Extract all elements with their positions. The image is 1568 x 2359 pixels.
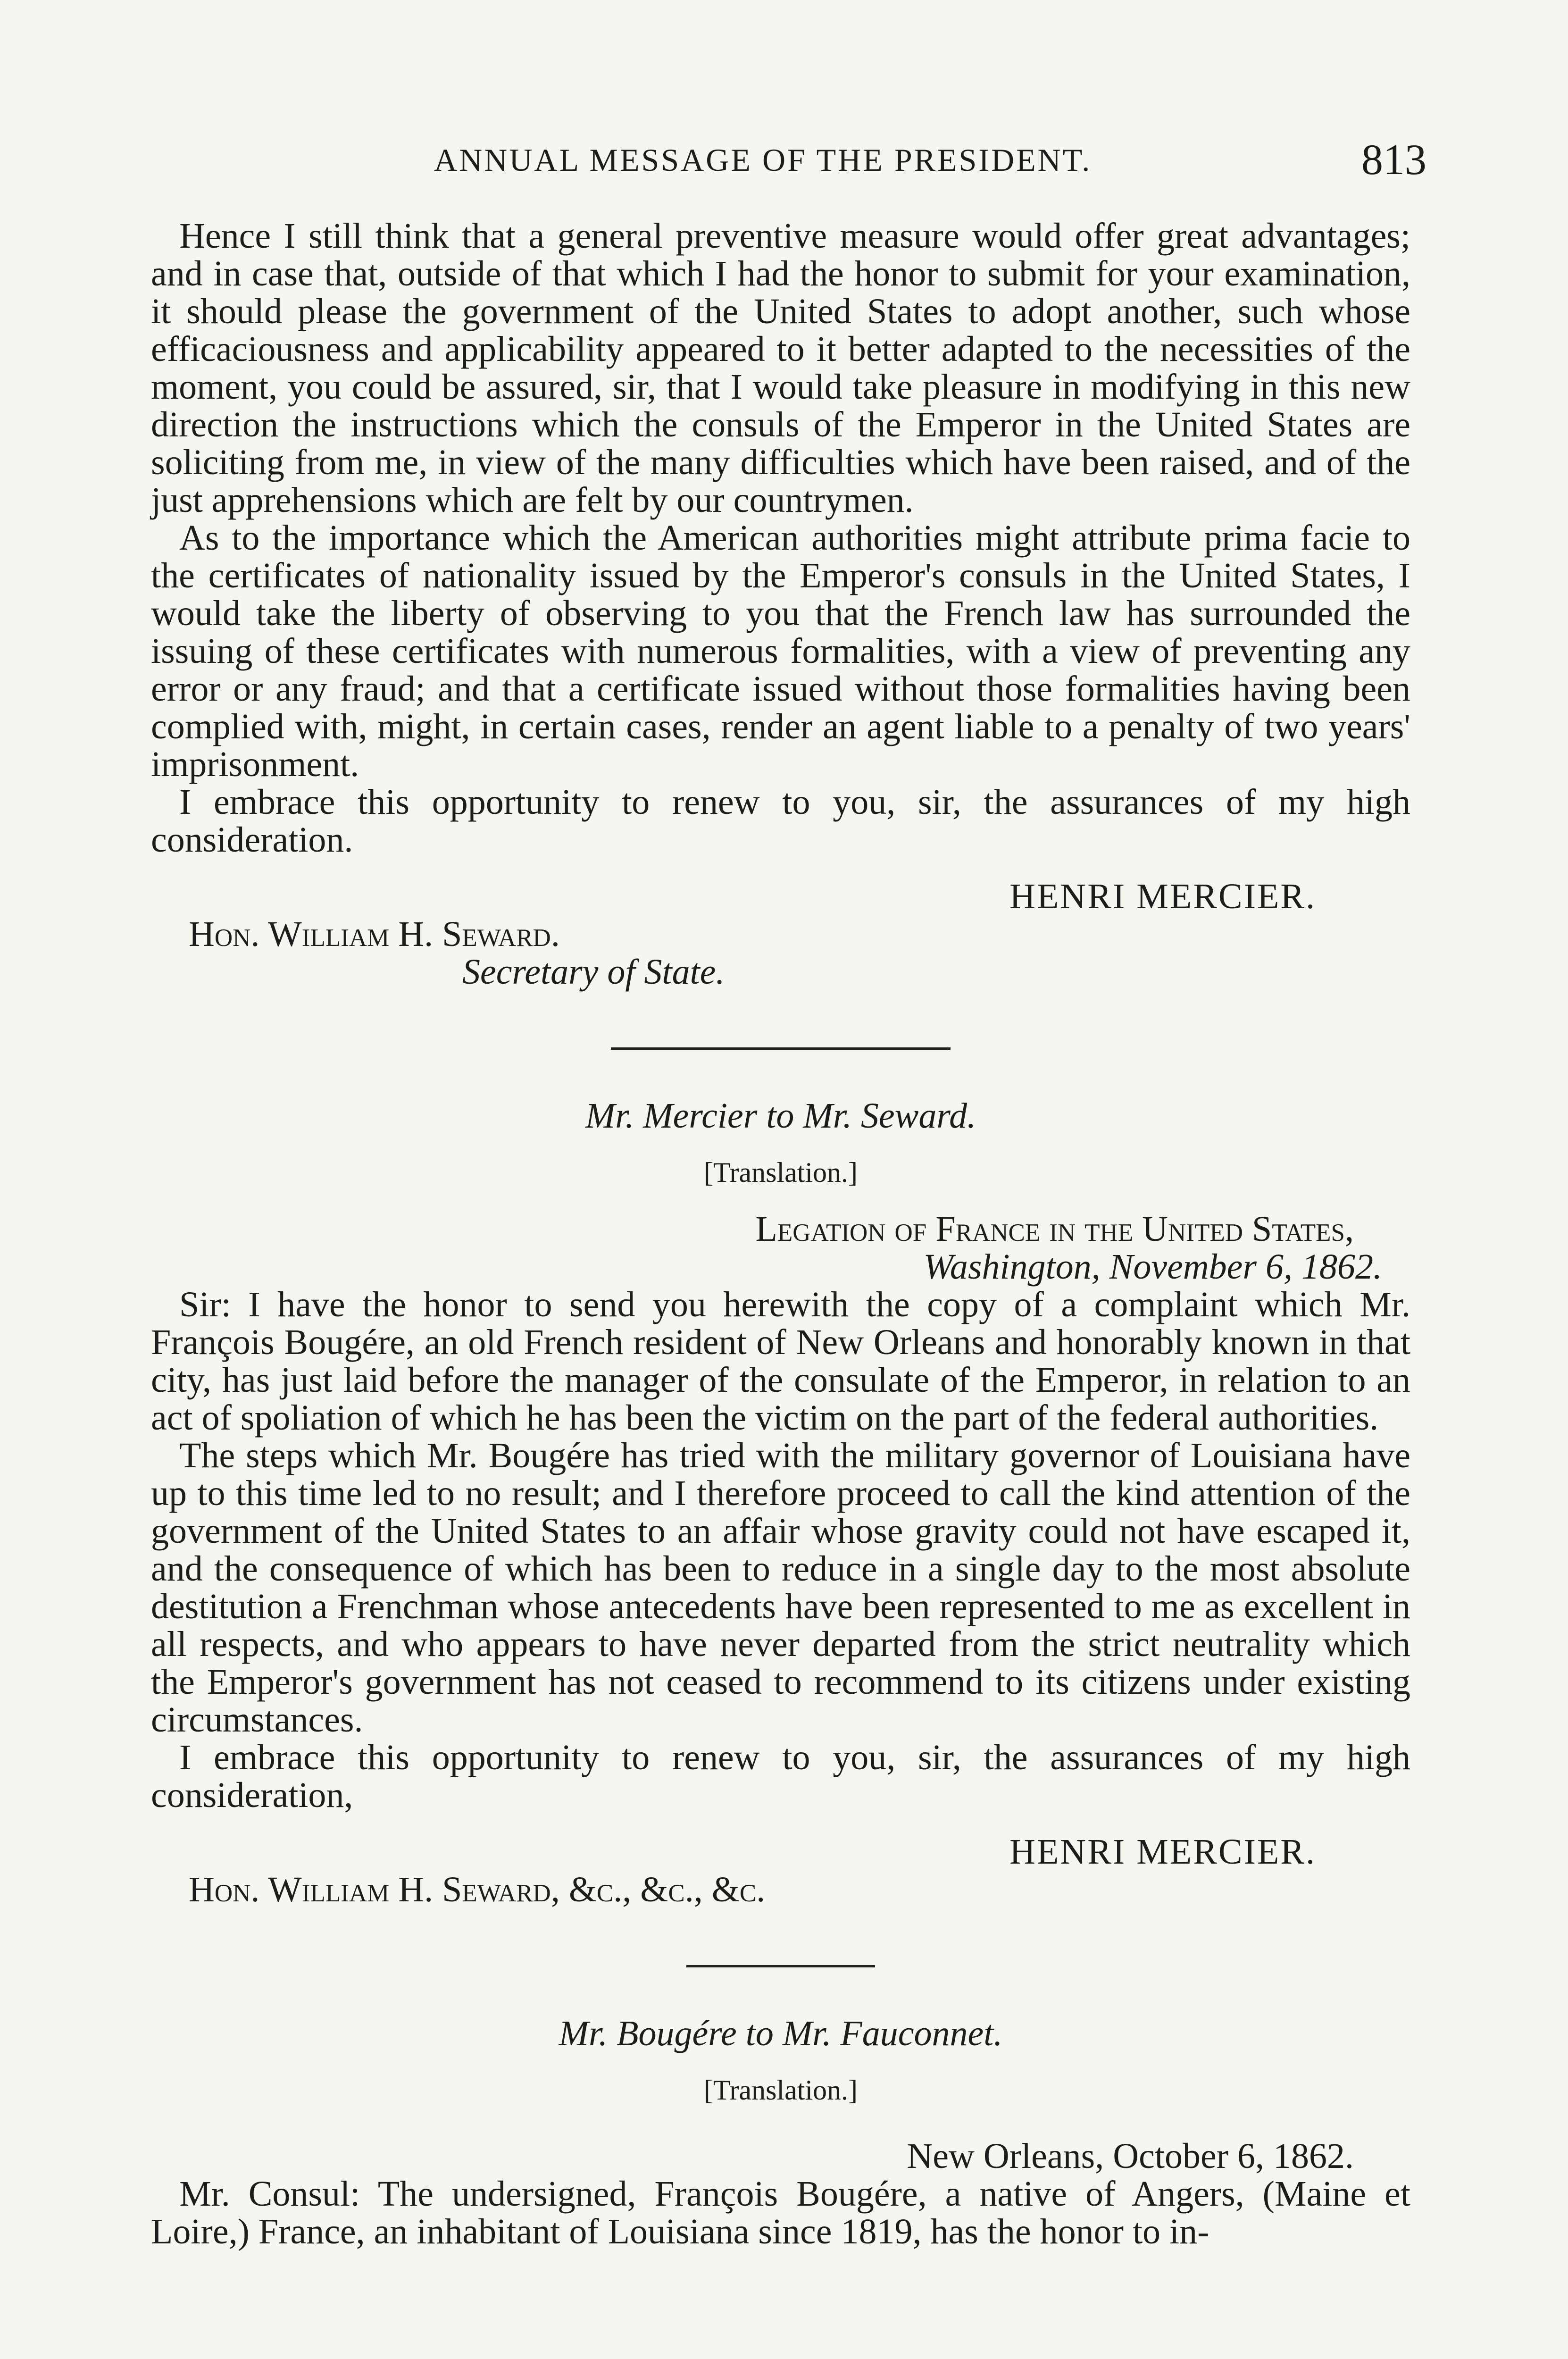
running-head: ANNUAL MESSAGE OF THE PRESIDENT. <box>434 142 1092 178</box>
addressee: Hon. William H. Seward, &c., &c., &c. <box>189 1870 766 1909</box>
addressee-title: Secretary of State. <box>462 952 725 992</box>
page-header <box>142 137 1426 193</box>
paragraph: As to the importance which the American authorities might attribute prima facie to the certificates of nationality issued by the Emperor's consuls in the United States, I would take the liberty of observing to you that the French law has surrounded the issuing of these certificates with numerous formalities, with a view of preventing any error or any fraud; and that a certificate issued without those formalities having been complied with, might, in certain cases, render an agent liable to a penalty of two years' imprisonment. <box>151 518 1410 784</box>
page-body <box>151 217 1410 2250</box>
letter-heading: Mr. Bougére to Mr. Fauconnet. <box>559 2014 1003 2053</box>
legation-line: Legation of France in the United States, <box>755 1209 1354 1249</box>
place-date: New Orleans, October 6, 1862. <box>907 2136 1354 2176</box>
paragraph: Mr. Consul: The undersigned, François Bougére, a native of Angers, (Maine et Loire,) France, an inhabitant of Louisiana since 1819, has the honor to in- <box>151 2174 1410 2251</box>
letter-heading: Mr. Mercier to Mr. Seward. <box>585 1096 976 1136</box>
paragraph: I embrace this opportunity to renew to you, sir, the assurances of my high consideration. <box>151 782 1410 860</box>
paragraph: I embrace this opportunity to renew to you, sir, the assurances of my high consideration, <box>151 1738 1410 1815</box>
page-number: 813 <box>1361 135 1426 184</box>
paragraph: The steps which Mr. Bougére has tried with the military governor of Louisiana have up to this time led to no result; and I therefore proceed to call the kind attention of the government of the United States to an affair whose gravity could not have escaped it, and the consequence of which has been to reduce in a single day to the most absolute destitution a Frenchman whose antecedents have been represented to me as excellent in all respects, and who appears to have never departed from the strict neutrality which the Emperor's government has not ceased to recommend to its citizens under existing circumstances. <box>151 1436 1410 1740</box>
paragraph: Sir: I have the honor to send you herewith the copy of a complaint which Mr. François Bougére, an old French resident of New Orleans and honorably known in that city, has just laid before the manager of the consulate of the Emperor, in relation to an act of spoliation of which he has been the victim on the part of the federal authorities. <box>151 1285 1410 1438</box>
signature: HENRI MERCIER. <box>1009 1832 1316 1872</box>
paragraph: Hence I still think that a general preventive measure would offer great advantages; and in case that, outside of that which I had the honor to submit for your examination, it should please the government of the United States to adopt another, such whose efficaciousness and applicability appeared to it better adapted to the necessities of the moment, you could be assured, sir, that I would take pleasure in modifying in this new direction the instructions which the consuls of the Emperor in the United States are soliciting from me, in view of the many difficulties which have been raised, and of the just apprehensions which are felt by our countrymen. <box>151 216 1410 520</box>
place-date: Washington, November 6, 1862. <box>923 1247 1382 1287</box>
translation-note: [Translation.] <box>703 1157 858 1188</box>
translation-note: [Translation.] <box>703 2075 858 2106</box>
addressee: Hon. William H. Seward. <box>189 914 560 954</box>
signature: HENRI MERCIER. <box>1009 877 1316 916</box>
